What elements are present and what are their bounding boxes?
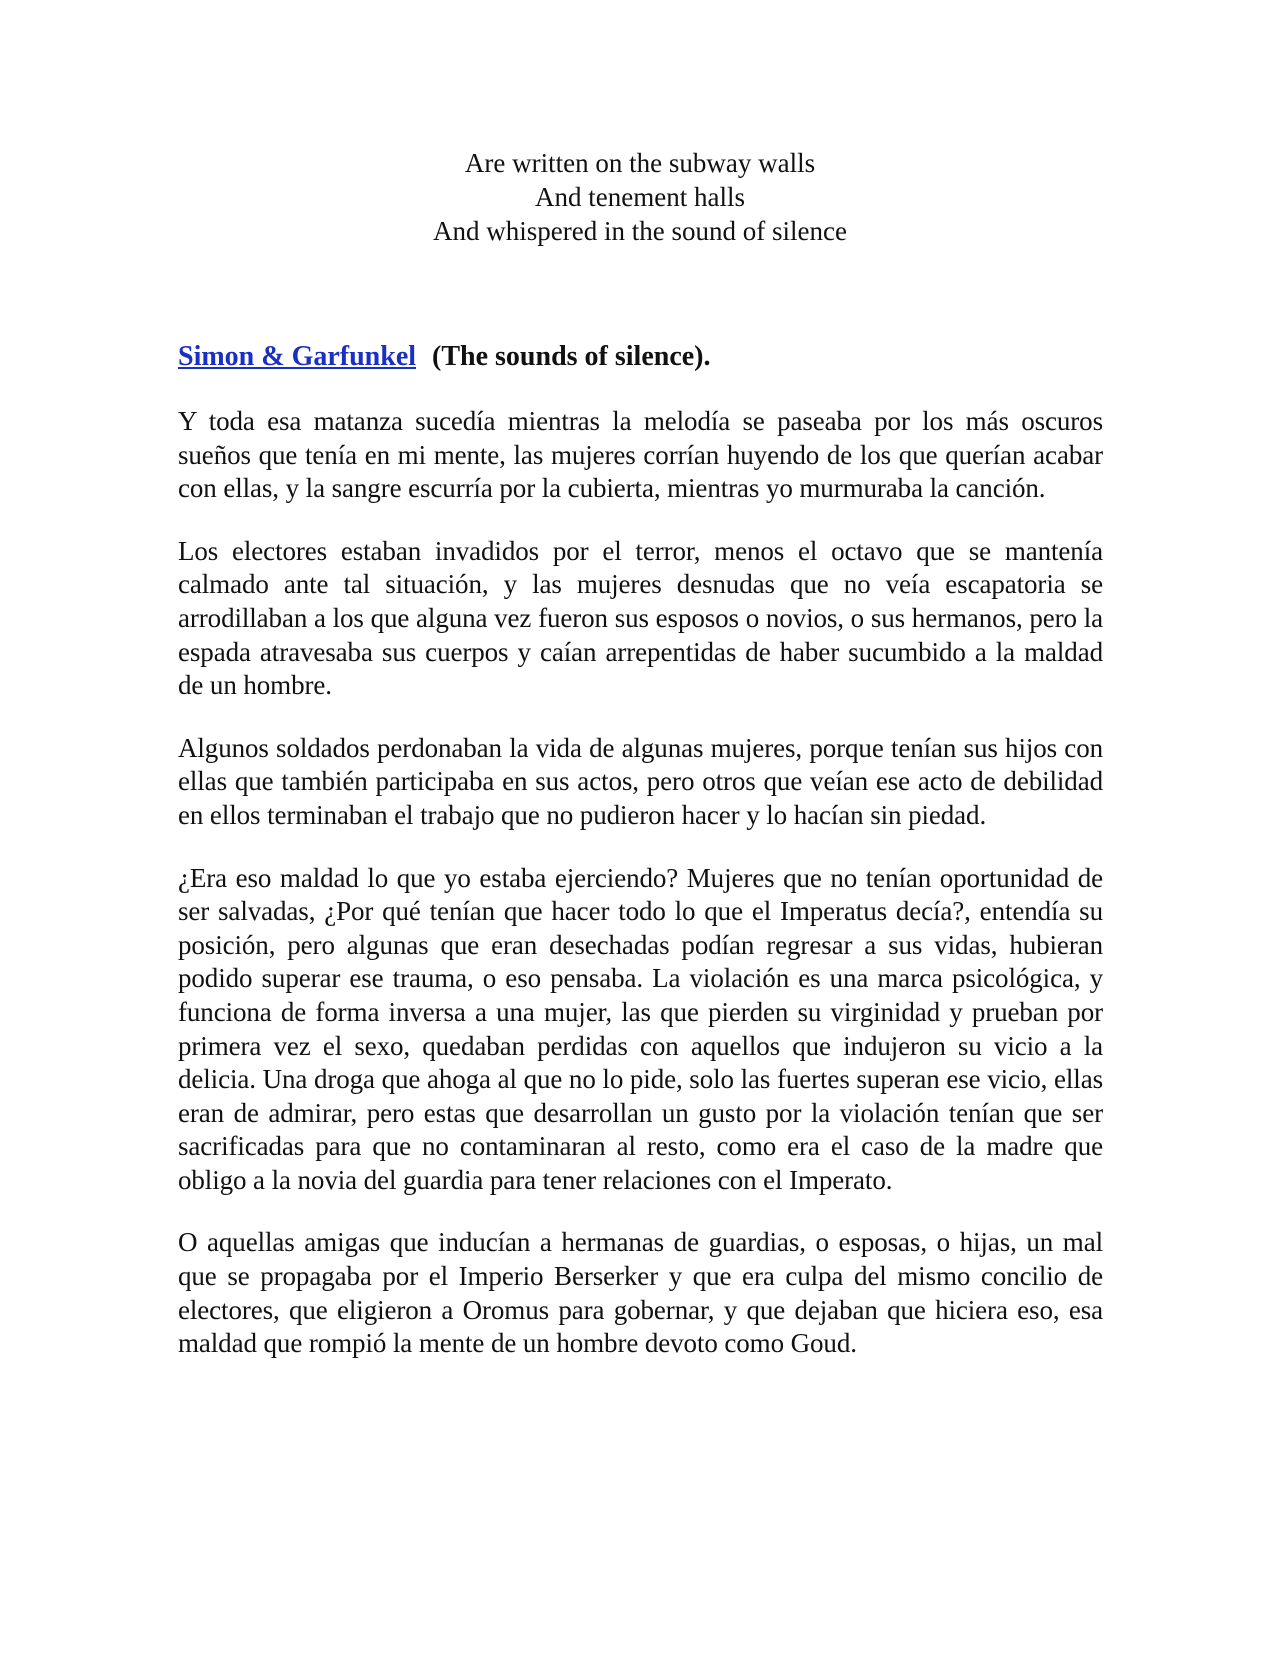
paragraph: Los electores estaban invadidos por el terror, menos el octavo que se mantenía calmado ante tal situación, y las mujeres desnudas que no veía escapatoria se arrodillaban a los que alguna vez fueron sus esposos o novios, o sus hermanos, pero la espada atravesaba sus cuerpos y caían arrepentidas de haber sucumbido a la maldad de un hombre. xyxy=(178,535,1103,701)
verse-line: And whispered in the sound of silence xyxy=(433,216,847,246)
artist-link[interactable]: Simon & Garfunkel xyxy=(178,341,417,372)
verse-line: And tenement halls xyxy=(535,182,745,212)
song-credit xyxy=(178,340,711,374)
paragraph: O aquellas amigas que inducían a hermanas de guardias, o esposas, o hijas, un mal que se propagaba por el Imperio Berserker y que era culpa del mismo concilio de electores, que eligieron a Oromus para gobernar, y que dejaban que hiciera eso, esa maldad que rompió la mente de un hombre devoto como Goud. xyxy=(178,1227,1103,1359)
paragraph: Algunos soldados perdonaban la vida de algunas mujeres, porque tenían sus hijos con ellas que también participaba en sus actos, pero otros que veían ese acto de debilidad en ellos terminaban el trabajo que no pudieron hacer y lo hacían sin piedad. xyxy=(178,732,1103,830)
body-text xyxy=(178,405,1103,1390)
song-verse xyxy=(0,146,1280,248)
paragraph: ¿Era eso maldad lo que yo estaba ejerciendo? Mujeres que no tenían oportunidad de ser salvadas, ¿Por qué tenían que hacer todo lo que el Imperatus decía?, entendía su posición, pero algunas que eran desechadas podían regresar a sus vidas, hubieran podido superar ese trauma, o eso pensaba. La violación es una marca psicológica, y funciona de forma inversa a una mujer, las que pierden su virginidad y prueban por primera vez el sexo, quedaban perdidas con aquellos que indujeron su vicio a la delicia. Una droga que ahoga al que no lo pide, solo las fuertes superan ese vicio, ellas eran de admirar, pero estas que desarrollan un gusto por la violación tenían que ser sacrificadas para que no contaminaran al resto, como era el caso de la madre que obligo a la novia del guardia para tener relaciones con el Imperato. xyxy=(178,862,1103,1195)
song-title: (The sounds of silence). xyxy=(432,341,711,372)
verse-line: Are written on the subway walls xyxy=(464,148,816,178)
paragraph: Y toda esa matanza sucedía mientras la melodía se paseaba por los más oscuros sueños que tenía en mi mente, las mujeres corrían huyendo de los que querían acabar con ellas, y la sangre escurría por la cubierta, mientras yo murmuraba la canción. xyxy=(178,406,1103,504)
